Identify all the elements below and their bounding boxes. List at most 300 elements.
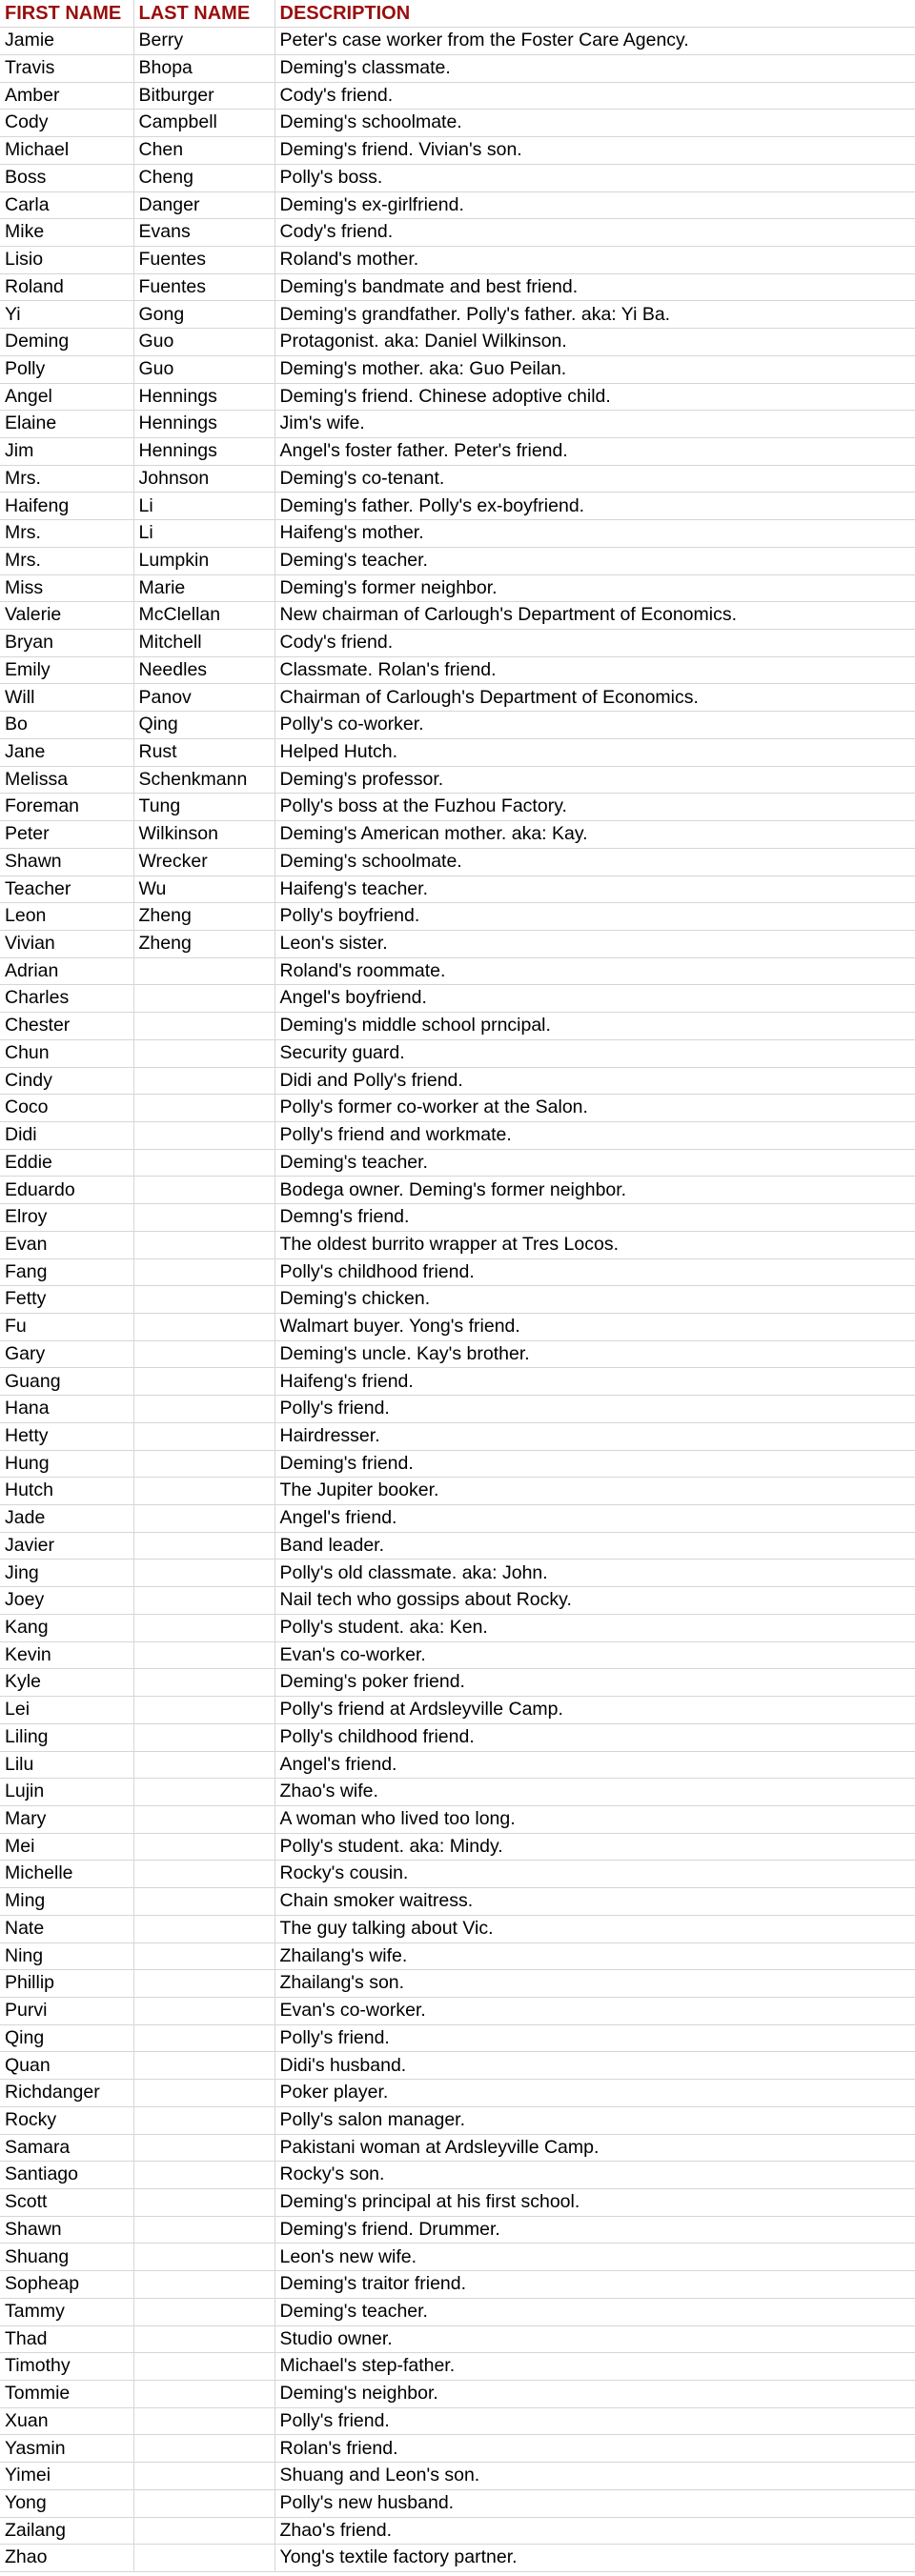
first-name-cell[interactable]: Yi (0, 301, 133, 329)
first-name-cell[interactable]: Liling (0, 1723, 133, 1751)
description-cell[interactable]: Deming's teacher. (274, 1149, 915, 1177)
last-name-cell[interactable] (133, 2325, 274, 2353)
last-name-cell[interactable] (133, 1067, 274, 1095)
first-name-cell[interactable]: Samara (0, 2134, 133, 2162)
first-name-cell[interactable]: Xuan (0, 2407, 133, 2435)
description-cell[interactable]: Deming's teacher. (274, 2298, 915, 2325)
first-name-cell[interactable]: Mrs. (0, 520, 133, 548)
last-name-cell[interactable]: Chen (133, 137, 274, 165)
description-header[interactable]: DESCRIPTION (274, 0, 915, 28)
first-name-cell[interactable]: Lei (0, 1697, 133, 1724)
description-cell[interactable]: Polly's friend. (274, 1396, 915, 1423)
last-name-cell[interactable] (133, 1779, 274, 1806)
first-name-cell[interactable]: Kevin (0, 1641, 133, 1669)
last-name-cell[interactable] (133, 1641, 274, 1669)
last-name-cell[interactable]: Bitburger (133, 82, 274, 110)
first-name-cell[interactable]: Bo (0, 712, 133, 739)
first-name-cell[interactable]: Lujin (0, 1779, 133, 1806)
first-name-cell[interactable]: Amber (0, 82, 133, 110)
first-name-cell[interactable]: Jing (0, 1560, 133, 1587)
description-cell[interactable]: Haifeng's friend. (274, 1368, 915, 1396)
last-name-cell[interactable]: Campbell (133, 110, 274, 137)
table-row (0, 1204, 915, 1232)
table-row (0, 1751, 915, 1779)
last-name-cell[interactable] (133, 1177, 274, 1204)
first-name-header[interactable]: FIRST NAME (0, 0, 133, 28)
last-name-cell[interactable] (133, 1478, 274, 1505)
first-name-cell[interactable]: Elroy (0, 1204, 133, 1232)
first-name-cell[interactable]: Timothy (0, 2353, 133, 2381)
first-name-cell[interactable]: Eddie (0, 1149, 133, 1177)
description-cell[interactable]: Deming's friend. Drummer. (274, 2216, 915, 2244)
description-cell[interactable]: Deming's uncle. Kay's brother. (274, 1340, 915, 1368)
description-cell[interactable]: Cody's friend. (274, 630, 915, 657)
last-name-cell[interactable] (133, 1532, 274, 1560)
description-cell[interactable]: New chairman of Carlough's Department of Economics. (274, 602, 915, 630)
first-name-cell[interactable]: Mike (0, 219, 133, 247)
table-row (0, 1039, 915, 1067)
first-name-cell[interactable]: Nate (0, 1915, 133, 1942)
last-name-cell[interactable] (133, 1915, 274, 1942)
last-name-cell[interactable]: Marie (133, 574, 274, 602)
description-cell[interactable]: Haifeng's teacher. (274, 875, 915, 903)
first-name-cell[interactable]: Zailang (0, 2517, 133, 2545)
table-row (0, 493, 915, 520)
last-name-cell[interactable] (133, 1587, 274, 1615)
description-cell[interactable]: Deming's mother. aka: Guo Peilan. (274, 355, 915, 383)
description-cell[interactable]: Evan's co-worker. (274, 1997, 915, 2024)
first-name-cell[interactable]: Fu (0, 1314, 133, 1341)
first-name-cell[interactable]: Shuang (0, 2244, 133, 2271)
first-name-cell[interactable]: Cindy (0, 1067, 133, 1095)
description-cell[interactable]: Hairdresser. (274, 1422, 915, 1450)
last-name-cell[interactable]: Li (133, 493, 274, 520)
description-cell[interactable]: Michael's step-father. (274, 2353, 915, 2381)
table-row (0, 329, 915, 356)
last-name-cell[interactable] (133, 1314, 274, 1341)
table-row (0, 1587, 915, 1615)
last-name-cell[interactable] (133, 1970, 274, 1998)
first-name-cell[interactable]: Guang (0, 1368, 133, 1396)
first-name-cell[interactable]: Travis (0, 54, 133, 82)
first-name-cell[interactable]: Teacher (0, 875, 133, 903)
description-cell[interactable]: Deming's former neighbor. (274, 574, 915, 602)
description-cell[interactable]: Rolan's friend. (274, 2435, 915, 2463)
description-cell[interactable]: Deming's traitor friend. (274, 2271, 915, 2299)
description-cell[interactable]: Deming's American mother. aka: Kay. (274, 821, 915, 849)
last-name-cell[interactable] (133, 1204, 274, 1232)
description-cell[interactable]: Roland's roommate. (274, 957, 915, 985)
last-name-cell[interactable] (133, 1231, 274, 1258)
last-name-cell[interactable]: Cheng (133, 164, 274, 191)
last-name-cell[interactable] (133, 1149, 274, 1177)
first-name-cell[interactable]: Hutch (0, 1478, 133, 1505)
first-name-cell[interactable]: Coco (0, 1095, 133, 1122)
description-cell[interactable]: Walmart buyer. Yong's friend. (274, 1314, 915, 1341)
description-cell[interactable]: Didi's husband. (274, 2052, 915, 2080)
first-name-cell[interactable]: Quan (0, 2052, 133, 2080)
description-cell[interactable]: Didi and Polly's friend. (274, 1067, 915, 1095)
last-name-cell[interactable] (133, 2271, 274, 2299)
last-name-cell[interactable] (133, 1861, 274, 1888)
description-cell[interactable]: Zhailang's wife. (274, 1942, 915, 1970)
table-row (0, 355, 915, 383)
last-name-cell[interactable] (133, 2381, 274, 2408)
last-name-cell[interactable] (133, 2517, 274, 2545)
first-name-cell[interactable]: Mary (0, 1805, 133, 1833)
first-name-cell[interactable]: Will (0, 684, 133, 712)
first-name-cell[interactable]: Eduardo (0, 1177, 133, 1204)
last-name-cell[interactable] (133, 1121, 274, 1149)
last-name-cell[interactable]: Wrecker (133, 848, 274, 875)
table-row (0, 2489, 915, 2517)
description-cell[interactable]: Deming's poker friend. (274, 1669, 915, 1697)
first-name-cell[interactable]: Didi (0, 1121, 133, 1149)
description-cell[interactable]: Polly's boss at the Fuzhou Factory. (274, 794, 915, 821)
description-cell[interactable]: Polly's childhood friend. (274, 1723, 915, 1751)
description-cell[interactable]: Polly's salon manager. (274, 2106, 915, 2134)
last-name-cell[interactable] (133, 1669, 274, 1697)
first-name-cell[interactable]: Haifeng (0, 493, 133, 520)
first-name-cell[interactable]: Qing (0, 2024, 133, 2052)
first-name-cell[interactable]: Bryan (0, 630, 133, 657)
description-cell[interactable]: Helped Hutch. (274, 738, 915, 766)
first-name-cell[interactable]: Gary (0, 1340, 133, 1368)
last-name-cell[interactable] (133, 1888, 274, 1916)
description-cell[interactable]: Yong's textile factory partner. (274, 2545, 915, 2572)
first-name-cell[interactable]: Mrs. (0, 547, 133, 574)
first-name-cell[interactable]: Purvi (0, 1997, 133, 2024)
first-name-cell[interactable]: Chun (0, 1039, 133, 1067)
first-name-cell[interactable]: Yimei (0, 2463, 133, 2490)
description-cell[interactable]: Cody's friend. (274, 219, 915, 247)
description-cell[interactable]: Peter's case worker from the Foster Care Agency. (274, 28, 915, 55)
last-name-cell[interactable]: Qing (133, 712, 274, 739)
last-name-cell[interactable] (133, 2134, 274, 2162)
first-name-cell[interactable]: Roland (0, 273, 133, 301)
first-name-cell[interactable]: Leon (0, 903, 133, 931)
description-cell[interactable]: Deming's friend. Chinese adoptive child. (274, 383, 915, 411)
last-name-cell[interactable]: Fuentes (133, 246, 274, 273)
table-row (0, 1177, 915, 1204)
description-cell[interactable]: Nail tech who gossips about Rocky. (274, 1587, 915, 1615)
last-name-cell[interactable] (133, 1805, 274, 1833)
first-name-cell[interactable]: Elaine (0, 411, 133, 438)
description-cell[interactable]: Rocky's cousin. (274, 1861, 915, 1888)
first-name-cell[interactable]: Lilu (0, 1751, 133, 1779)
description-cell[interactable]: Deming's friend. Vivian's son. (274, 137, 915, 165)
first-name-cell[interactable]: Deming (0, 329, 133, 356)
last-name-cell[interactable] (133, 1833, 274, 1861)
first-name-cell[interactable]: Tammy (0, 2298, 133, 2325)
table-row (0, 957, 915, 985)
description-cell[interactable]: Polly's friend. (274, 2024, 915, 2052)
last-name-cell[interactable] (133, 2463, 274, 2490)
first-name-cell[interactable]: Yong (0, 2489, 133, 2517)
description-cell[interactable]: Polly's friend and workmate. (274, 1121, 915, 1149)
table-row (0, 1970, 915, 1998)
first-name-cell[interactable]: Jane (0, 738, 133, 766)
last-name-cell[interactable] (133, 2545, 274, 2572)
description-cell[interactable]: Chairman of Carlough's Department of Economics. (274, 684, 915, 712)
first-name-cell[interactable]: Scott (0, 2189, 133, 2217)
last-name-cell[interactable]: Johnson (133, 465, 274, 493)
description-cell[interactable]: Classmate. Rolan's friend. (274, 656, 915, 684)
description-cell[interactable]: Bodega owner. Deming's former neighbor. (274, 1177, 915, 1204)
description-cell[interactable]: Polly's new husband. (274, 2489, 915, 2517)
last-name-cell[interactable] (133, 1505, 274, 1533)
last-name-cell[interactable]: McClellan (133, 602, 274, 630)
first-name-cell[interactable]: Rocky (0, 2106, 133, 2134)
last-name-cell[interactable] (133, 1368, 274, 1396)
last-name-cell[interactable] (133, 2298, 274, 2325)
description-cell[interactable]: Cody's friend. (274, 82, 915, 110)
description-cell[interactable]: Polly's friend at Ardsleyville Camp. (274, 1697, 915, 1724)
description-cell[interactable]: Deming's chicken. (274, 1286, 915, 1314)
description-cell[interactable]: Zhailang's son. (274, 1970, 915, 1998)
table-row (0, 985, 915, 1013)
last-name-cell[interactable] (133, 1723, 274, 1751)
description-cell[interactable]: Evan's co-worker. (274, 1641, 915, 1669)
description-cell[interactable]: Haifeng's mother. (274, 520, 915, 548)
description-cell[interactable]: Deming's schoolmate. (274, 110, 915, 137)
description-cell[interactable]: Deming's father. Polly's ex-boyfriend. (274, 493, 915, 520)
last-name-cell[interactable]: Li (133, 520, 274, 548)
last-name-cell[interactable] (133, 1396, 274, 1423)
description-cell[interactable]: Security guard. (274, 1039, 915, 1067)
last-name-cell[interactable]: Evans (133, 219, 274, 247)
first-name-cell[interactable]: Zhao (0, 2545, 133, 2572)
last-name-cell[interactable]: Panov (133, 684, 274, 712)
first-name-cell[interactable]: Charles (0, 985, 133, 1013)
description-cell[interactable]: Zhao's friend. (274, 2517, 915, 2545)
last-name-cell[interactable] (133, 1039, 274, 1067)
first-name-cell[interactable]: Jade (0, 1505, 133, 1533)
first-name-cell[interactable]: Polly (0, 355, 133, 383)
table-row (0, 1450, 915, 1478)
first-name-cell[interactable]: Valerie (0, 602, 133, 630)
last-name-cell[interactable] (133, 2106, 274, 2134)
first-name-cell[interactable]: Emily (0, 656, 133, 684)
description-cell[interactable]: Zhao's wife. (274, 1779, 915, 1806)
last-name-cell[interactable] (133, 1258, 274, 1286)
description-cell[interactable]: Rocky's son. (274, 2162, 915, 2189)
table-row (0, 1697, 915, 1724)
description-cell[interactable]: Studio owner. (274, 2325, 915, 2353)
last-name-cell[interactable] (133, 1286, 274, 1314)
first-name-cell[interactable]: Javier (0, 1532, 133, 1560)
first-name-cell[interactable]: Lisio (0, 246, 133, 273)
description-cell[interactable]: The Jupiter booker. (274, 1478, 915, 1505)
last-name-cell[interactable] (133, 2407, 274, 2435)
first-name-cell[interactable]: Boss (0, 164, 133, 191)
description-cell[interactable]: Deming's co-tenant. (274, 465, 915, 493)
description-cell[interactable]: Leon's new wife. (274, 2244, 915, 2271)
first-name-cell[interactable]: Melissa (0, 766, 133, 794)
description-cell[interactable]: Polly's childhood friend. (274, 1258, 915, 1286)
first-name-cell[interactable]: Foreman (0, 794, 133, 821)
table-row (0, 383, 915, 411)
first-name-cell[interactable]: Phillip (0, 1970, 133, 1998)
description-cell[interactable]: Protagonist. aka: Daniel Wilkinson. (274, 329, 915, 356)
last-name-cell[interactable] (133, 2189, 274, 2217)
last-name-cell[interactable]: Lumpkin (133, 547, 274, 574)
first-name-cell[interactable]: Miss (0, 574, 133, 602)
last-name-cell[interactable]: Schenkmann (133, 766, 274, 794)
last-name-cell[interactable] (133, 2052, 274, 2080)
table-row (0, 1888, 915, 1916)
description-cell[interactable]: Deming's professor. (274, 766, 915, 794)
last-name-cell[interactable] (133, 1751, 274, 1779)
description-cell[interactable]: Deming's neighbor. (274, 2381, 915, 2408)
last-name-cell[interactable]: Mitchell (133, 630, 274, 657)
last-name-cell[interactable]: Berry (133, 28, 274, 55)
last-name-cell[interactable]: Gong (133, 301, 274, 329)
last-name-cell[interactable] (133, 2080, 274, 2107)
last-name-cell[interactable] (133, 2024, 274, 2052)
first-name-cell[interactable]: Yasmin (0, 2435, 133, 2463)
last-name-cell[interactable] (133, 2162, 274, 2189)
first-name-cell[interactable]: Peter (0, 821, 133, 849)
last-name-cell[interactable]: Tung (133, 794, 274, 821)
last-name-header[interactable]: LAST NAME (133, 0, 274, 28)
description-cell[interactable]: Deming's grandfather. Polly's father. aka: Yi Ba. (274, 301, 915, 329)
description-cell[interactable]: Polly's boyfriend. (274, 903, 915, 931)
first-name-cell[interactable]: Michelle (0, 1861, 133, 1888)
first-name-cell[interactable]: Mei (0, 1833, 133, 1861)
last-name-cell[interactable] (133, 1013, 274, 1040)
description-cell[interactable]: Polly's former co-worker at the Salon. (274, 1095, 915, 1122)
first-name-cell[interactable]: Kyle (0, 1669, 133, 1697)
last-name-cell[interactable] (133, 1614, 274, 1641)
last-name-cell[interactable] (133, 1697, 274, 1724)
first-name-cell[interactable]: Ming (0, 1888, 133, 1916)
description-cell[interactable]: Polly's boss. (274, 164, 915, 191)
description-cell[interactable]: The guy talking about Vic. (274, 1915, 915, 1942)
first-name-cell[interactable]: Vivian (0, 930, 133, 957)
last-name-cell[interactable] (133, 2244, 274, 2271)
table-row (0, 2024, 915, 2052)
description-cell[interactable]: A woman who lived too long. (274, 1805, 915, 1833)
description-cell[interactable]: Jim's wife. (274, 411, 915, 438)
first-name-cell[interactable]: Santiago (0, 2162, 133, 2189)
last-name-cell[interactable]: Wu (133, 875, 274, 903)
last-name-cell[interactable]: Hennings (133, 383, 274, 411)
first-name-cell[interactable]: Jamie (0, 28, 133, 55)
last-name-cell[interactable]: Wilkinson (133, 821, 274, 849)
last-name-cell[interactable] (133, 1340, 274, 1368)
first-name-cell[interactable]: Tommie (0, 2381, 133, 2408)
first-name-cell[interactable]: Chester (0, 1013, 133, 1040)
description-cell[interactable]: Angel's boyfriend. (274, 985, 915, 1013)
first-name-cell[interactable]: Ning (0, 1942, 133, 1970)
first-name-cell[interactable]: Carla (0, 191, 133, 219)
last-name-cell[interactable]: Guo (133, 355, 274, 383)
last-name-cell[interactable] (133, 1942, 274, 1970)
last-name-cell[interactable] (133, 1095, 274, 1122)
description-cell[interactable]: Polly's old classmate. aka: John. (274, 1560, 915, 1587)
description-cell[interactable]: Angel's friend. (274, 1505, 915, 1533)
first-name-cell[interactable]: Adrian (0, 957, 133, 985)
description-cell[interactable]: Deming's principal at his first school. (274, 2189, 915, 2217)
first-name-cell[interactable]: Thad (0, 2325, 133, 2353)
last-name-cell[interactable] (133, 985, 274, 1013)
first-name-cell[interactable]: Sopheap (0, 2271, 133, 2299)
last-name-cell[interactable]: Rust (133, 738, 274, 766)
description-cell[interactable]: Leon's sister. (274, 930, 915, 957)
first-name-cell[interactable]: Cody (0, 110, 133, 137)
first-name-cell[interactable]: Michael (0, 137, 133, 165)
description-cell[interactable]: Poker player. (274, 2080, 915, 2107)
description-cell[interactable]: Deming's classmate. (274, 54, 915, 82)
first-name-cell[interactable]: Fang (0, 1258, 133, 1286)
description-cell[interactable]: Deming's middle school prncipal. (274, 1013, 915, 1040)
last-name-cell[interactable] (133, 1560, 274, 1587)
description-cell[interactable]: The oldest burrito wrapper at Tres Locos. (274, 1231, 915, 1258)
table-row (0, 137, 915, 165)
description-cell[interactable]: Deming's schoolmate. (274, 848, 915, 875)
description-cell[interactable]: Chain smoker waitress. (274, 1888, 915, 1916)
last-name-cell[interactable]: Danger (133, 191, 274, 219)
description-cell[interactable]: Deming's friend. (274, 1450, 915, 1478)
first-name-cell[interactable]: Angel (0, 383, 133, 411)
last-name-cell[interactable] (133, 2489, 274, 2517)
description-cell[interactable]: Deming's teacher. (274, 547, 915, 574)
last-name-cell[interactable] (133, 1422, 274, 1450)
last-name-cell[interactable] (133, 2435, 274, 2463)
last-name-cell[interactable]: Hennings (133, 438, 274, 466)
first-name-cell[interactable]: Hung (0, 1450, 133, 1478)
first-name-cell[interactable]: Richdanger (0, 2080, 133, 2107)
first-name-cell[interactable]: Mrs. (0, 465, 133, 493)
first-name-cell[interactable]: Hana (0, 1396, 133, 1423)
last-name-cell[interactable]: Guo (133, 329, 274, 356)
last-name-cell[interactable] (133, 2216, 274, 2244)
last-name-cell[interactable]: Zheng (133, 930, 274, 957)
description-cell[interactable]: Demng's friend. (274, 1204, 915, 1232)
first-name-cell[interactable]: Evan (0, 1231, 133, 1258)
description-cell[interactable]: Deming's bandmate and best friend. (274, 273, 915, 301)
first-name-cell[interactable]: Jim (0, 438, 133, 466)
description-cell[interactable]: Shuang and Leon's son. (274, 2463, 915, 2490)
last-name-cell[interactable]: Hennings (133, 411, 274, 438)
description-cell[interactable]: Band leader. (274, 1532, 915, 1560)
description-cell[interactable]: Polly's co-worker. (274, 712, 915, 739)
description-cell[interactable]: Polly's student. aka: Mindy. (274, 1833, 915, 1861)
description-cell[interactable]: Polly's friend. (274, 2407, 915, 2435)
first-name-cell[interactable]: Fetty (0, 1286, 133, 1314)
description-cell[interactable]: Deming's ex-girlfriend. (274, 191, 915, 219)
description-cell[interactable]: Angel's friend. (274, 1751, 915, 1779)
last-name-cell[interactable]: Needles (133, 656, 274, 684)
first-name-cell[interactable]: Shawn (0, 2216, 133, 2244)
description-cell[interactable]: Pakistani woman at Ardsleyville Camp. (274, 2134, 915, 2162)
last-name-cell[interactable] (133, 1997, 274, 2024)
description-cell[interactable]: Angel's foster father. Peter's friend. (274, 438, 915, 466)
last-name-cell[interactable]: Zheng (133, 903, 274, 931)
first-name-cell[interactable]: Hetty (0, 1422, 133, 1450)
first-name-cell[interactable]: Kang (0, 1614, 133, 1641)
last-name-cell[interactable] (133, 2353, 274, 2381)
last-name-cell[interactable]: Bhopa (133, 54, 274, 82)
last-name-cell[interactable] (133, 957, 274, 985)
last-name-cell[interactable]: Fuentes (133, 273, 274, 301)
first-name-cell[interactable]: Shawn (0, 848, 133, 875)
description-cell[interactable]: Polly's student. aka: Ken. (274, 1614, 915, 1641)
description-cell[interactable]: Roland's mother. (274, 246, 915, 273)
last-name-cell[interactable] (133, 1450, 274, 1478)
first-name-cell[interactable]: Joey (0, 1587, 133, 1615)
